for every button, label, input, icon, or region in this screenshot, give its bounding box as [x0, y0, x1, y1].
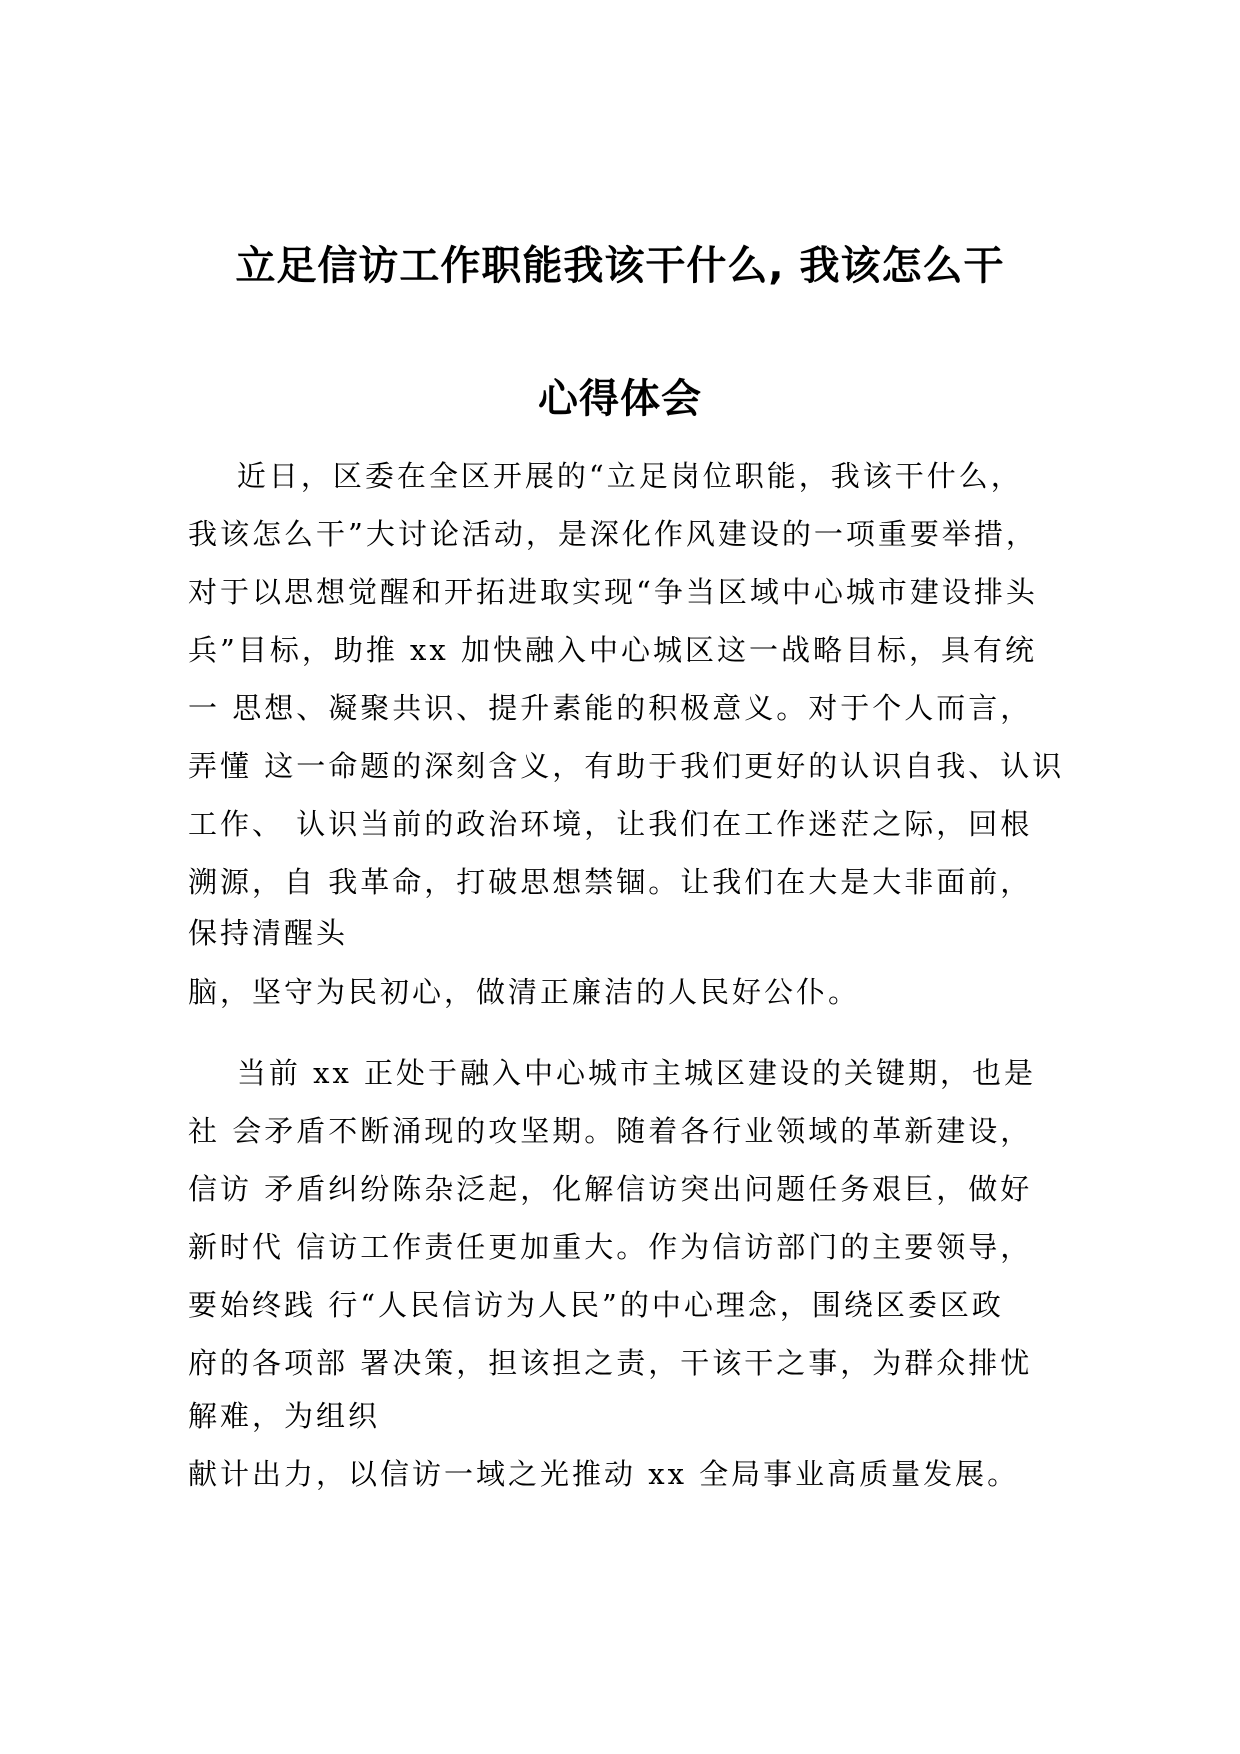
paragraph-2-line-3: 信访 矛盾纠纷陈杂泛起，化解信访突出问题任务艰巨，做好	[188, 1172, 1033, 1206]
paragraph-2-line-6: 府的各项部 署决策，担该担之责，干该干之事，为群众排忧	[188, 1346, 1033, 1380]
paragraph-2-line-1: 当前 xx 正处于融入中心城市主城区建设的关键期，也是	[188, 1056, 1037, 1090]
paragraph-1-line-7: 工作、 认识当前的政治环境，让我们在工作迷茫之际，回根	[188, 807, 1033, 841]
document-title-line-2: 心得体会	[538, 376, 702, 422]
paragraph-1-line-4: 兵”目标，助推 xx 加快融入中心城区这一战略目标，具有统	[188, 633, 1037, 667]
document-title-line-1: 立足信访工作职能我该干什么, 我该怎么干	[235, 243, 1005, 289]
paragraph-1-line-9: 保持清醒头	[188, 916, 349, 950]
document-body	[188, 0, 1068, 1491]
paragraph-1-line-1: 近日，区委在全区开展的“立足岗位职能，我该干什么，	[188, 459, 1023, 493]
paragraph-1-line-2: 我该怎么干”大讨论活动，是深化作风建设的一项重要举措，	[188, 517, 1038, 551]
paragraph-2-line-5: 要始终践 行“人民信访为人民”的中心理念，围绕区委区政	[188, 1288, 1004, 1322]
paragraph-1-line-3: 对于以思想觉醒和开拓进取实现“争当区域中心城市建设排头	[188, 575, 1038, 609]
paragraph-1-line-5: 一 思想、凝聚共识、提升素能的积极意义。对于个人而言，	[188, 691, 1033, 725]
paragraph-1-line-6: 弄懂 这一命题的深刻含义，有助于我们更好的认识自我、认识	[188, 749, 1065, 783]
paragraph-2-line-4: 新时代 信访工作责任更加重大。作为信访部门的主要领导，	[188, 1230, 1033, 1264]
paragraph-1-line-8: 溯源，自 我革命，打破思想禁锢。让我们在大是大非面前，	[188, 865, 1033, 899]
paragraph-2-line-2: 社 会矛盾不断涌现的攻坚期。随着各行业领域的革新建设，	[188, 1114, 1033, 1148]
paragraph-1-line-10: 脑，坚守为民初心，做清正廉洁的人民好公仆。	[188, 975, 861, 1009]
paragraph-2-line-7: 解难，为组织	[188, 1399, 381, 1433]
paragraph-2-line-8: 献计出力，以信访一域之光推动 xx 全局事业高质量发展。	[188, 1457, 1020, 1491]
